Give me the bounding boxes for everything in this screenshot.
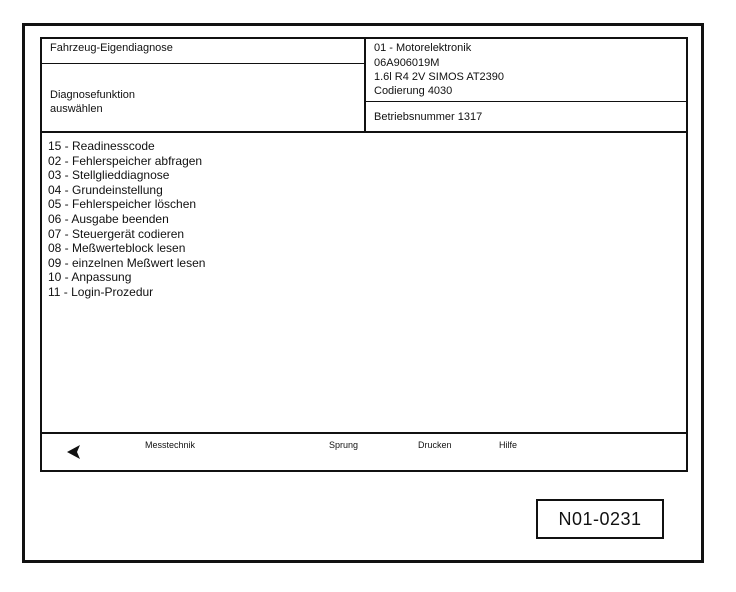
- messtechnik-button[interactable]: Messtechnik: [145, 440, 196, 450]
- menu-item-anpassung[interactable]: 10 - Anpassung: [48, 270, 132, 285]
- function-label-line2: auswählen: [50, 103, 103, 115]
- figure-code-label: N01-0231: [536, 499, 664, 539]
- menu-item-messwerteblock-lesen[interactable]: 08 - Meßwerteblock lesen: [48, 241, 186, 256]
- menu-item-login-prozedur[interactable]: 11 - Login-Prozedur: [48, 284, 154, 299]
- menu-item-steuergeraet-codieren[interactable]: 07 - Steuergerät codieren: [48, 226, 185, 241]
- menu-item-ausgabe-beenden[interactable]: 06 - Ausgabe beenden: [48, 211, 169, 226]
- menu-item-readinesscode[interactable]: 15 - Readinesscode: [48, 139, 155, 153]
- sprung-button[interactable]: Sprung: [329, 440, 359, 450]
- arrow-left-icon[interactable]: [64, 442, 84, 462]
- menu-item-stellglieddiagnose[interactable]: 03 - Stellglieddiagnose: [48, 168, 170, 183]
- header-right-divider: [366, 101, 686, 102]
- header-divider: [42, 63, 364, 64]
- header-left-panel: [42, 39, 366, 131]
- tester-screen: [40, 37, 688, 472]
- screen-header: [42, 39, 686, 133]
- controller-name: 01 - Motorelektronik: [374, 42, 472, 54]
- menu-item-grundeinstellung[interactable]: 04 - Grundeinstellung: [48, 182, 163, 197]
- part-number: 06A906019M: [374, 57, 440, 69]
- menu-item-fehlerspeicher-loeschen[interactable]: 05 - Fehlerspeicher löschen: [48, 197, 197, 212]
- operator-number: Betriebsnummer 1317: [374, 111, 483, 123]
- drucken-button[interactable]: Drucken: [418, 440, 452, 450]
- menu-item-einzelnen-messwert-lesen[interactable]: 09 - einzelnen Meßwert lesen: [48, 255, 206, 270]
- menu-item-fehlerspeicher-abfragen[interactable]: 02 - Fehlerspeicher abfragen: [48, 153, 203, 168]
- hilfe-button[interactable]: Hilfe: [499, 440, 518, 450]
- coding-info: Codierung 4030: [374, 85, 453, 97]
- diagnostic-function-list: [48, 139, 205, 300]
- screen-title: Fahrzeug-Eigendiagnose: [50, 42, 173, 54]
- engine-info: 1.6l R4 2V SIMOS AT2390: [374, 71, 505, 83]
- function-label-line1: Diagnosefunktion: [50, 89, 136, 101]
- softkey-bar: [42, 432, 686, 472]
- header-right-panel: [366, 39, 686, 131]
